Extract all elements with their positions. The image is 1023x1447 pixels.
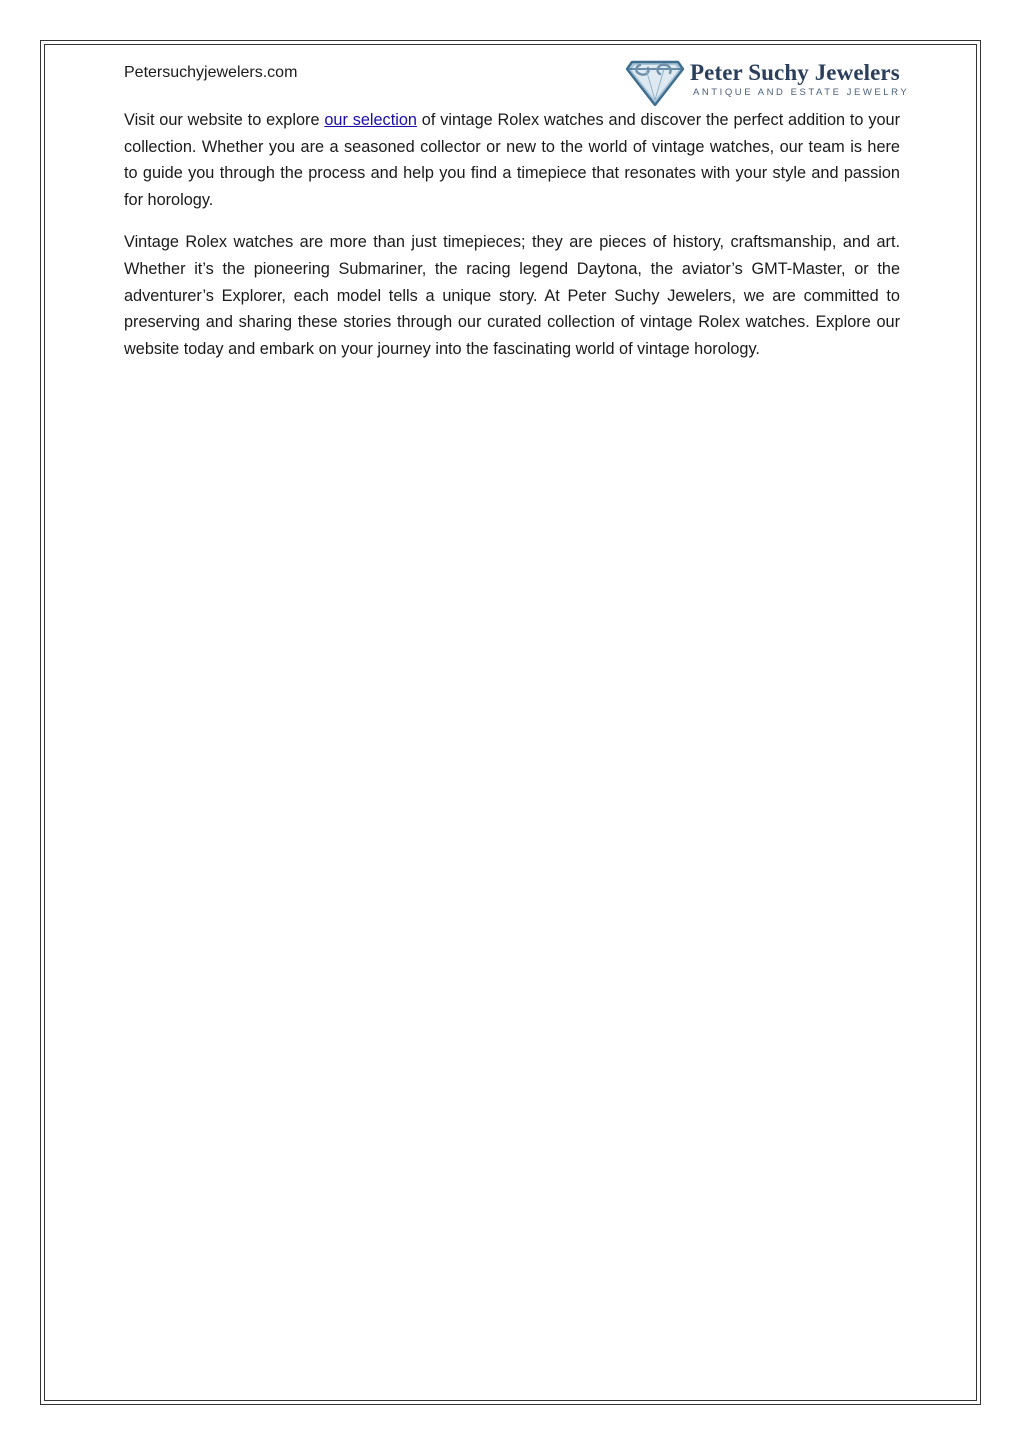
logo-tagline: ANTIQUE AND ESTATE JEWELRY xyxy=(693,87,910,98)
intro-text-after-link: of vintage Rolex watches and discover the perfect addition to your collection. Whether you are a seasoned collector or new to the world of vintage watches, our team is here to guide you through the process and help you find a timepiece that resonates with your style and passion for horology. xyxy=(124,111,900,209)
our-selection-link[interactable]: our selection xyxy=(324,111,417,129)
main-content xyxy=(124,107,900,378)
intro-text-before-link: Visit our website to explore xyxy=(124,111,325,129)
paragraph-history: Vintage Rolex watches are more than just timepieces; they are pieces of history, craftsmanship, and art. Whether it’s the pioneering Submariner, the racing legend Daytona, the aviator’s GMT-Master, or the adventurer’s Explorer, each model tells a unique story. At Peter Suchy Jewelers, we are committed to preserving and sharing these stories through our curated collection of vintage Rolex watches. Explore our website today and embark on your journey into the fascinating world of vintage horology. xyxy=(124,233,900,358)
company-logo xyxy=(626,56,910,108)
diamond-icon xyxy=(626,56,684,106)
paragraph-intro xyxy=(124,107,900,213)
site-url: Petersuchyjewelers.com xyxy=(124,64,298,81)
logo-name: Peter Suchy Jewelers xyxy=(690,60,900,85)
